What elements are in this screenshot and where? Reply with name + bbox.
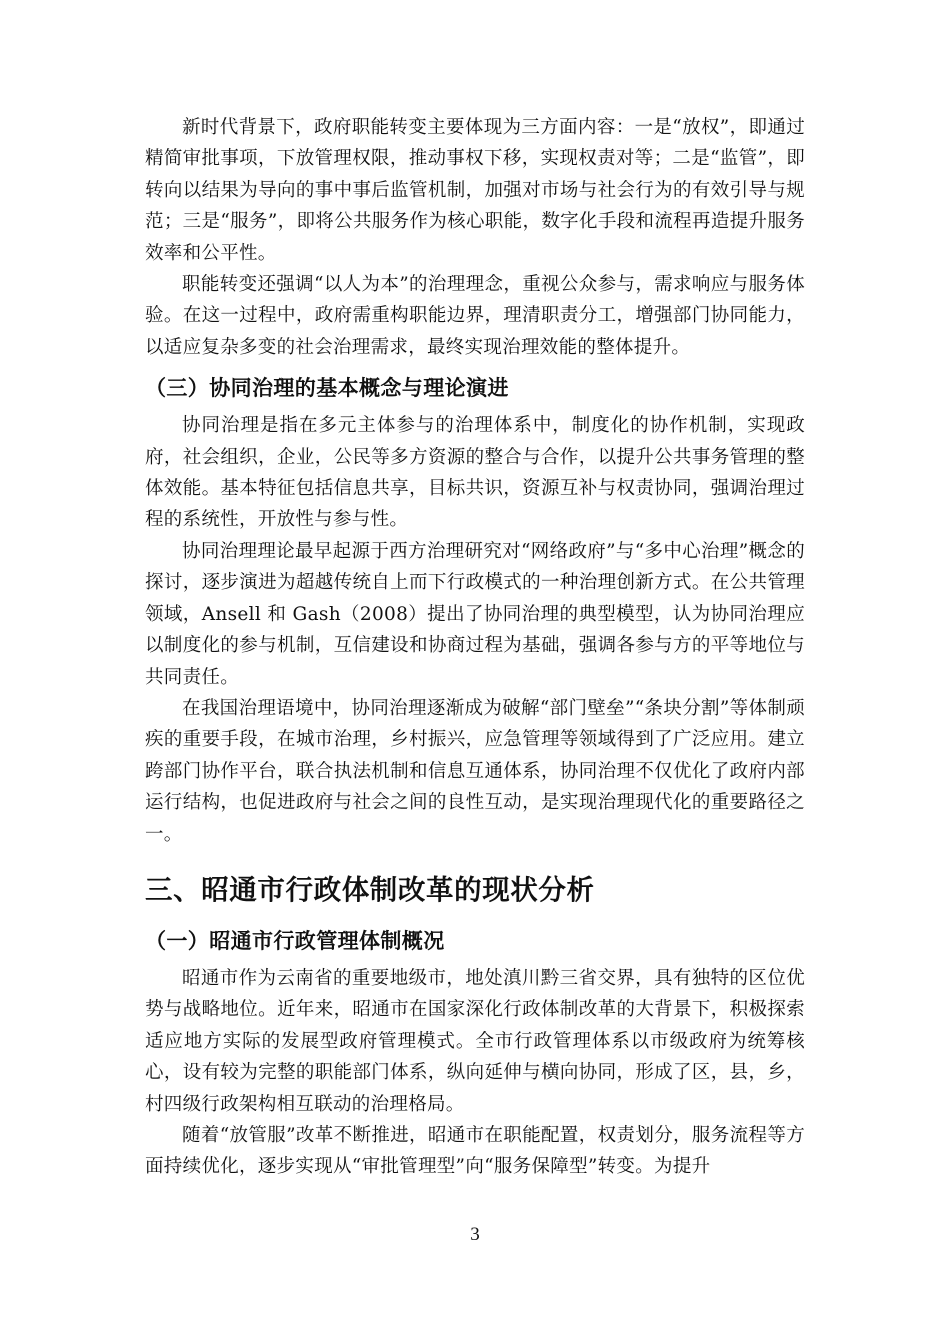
chapter-heading: 三、昭通市行政体制改革的现状分析: [145, 873, 595, 906]
paragraph: 协同治理理论最早起源于西方治理研究对“网络政府”与“多中心治理”概念的探讨，逐步演进为超越传统自上而下行政模式的一种治理创新方式。在公共管理领域，Ansell 和 Gash（2008）提出了协同治理的典型模型，认为协同治理应以制度化的参与机制，互信建设和协商过程为基础，强调各参与方的平等地位与共同责任。: [145, 540, 805, 688]
paragraph: 昭通市作为云南省的重要地级市，地处滇川黔三省交界，具有独特的区位优势与战略地位。近年来，昭通市在国家深化行政体制改革的大背景下，积极探索适应地方实际的发展型政府管理模式。全市行政管理体系以市级政府为统筹核心，设有较为完整的职能部门体系，纵向延伸与横向协同，形成了区，县，乡，村四级行政架构相互联动的治理格局。: [145, 967, 805, 1115]
paragraph: 随着“放管服”改革不断推进，昭通市在职能配置，权责划分，服务流程等方面持续优化，逐步实现从“审批管理型”向“服务保障型”转变。为提升: [145, 1124, 805, 1178]
page-number: 3: [470, 1224, 480, 1245]
section-heading: （一）昭通市行政管理体制概况: [145, 928, 445, 953]
paragraph: 职能转变还强调“以人为本”的治理理念，重视公众参与，需求响应与服务体验。在这一过程中，政府需重构职能边界，理清职责分工，增强部门协同能力，以适应复杂多变的社会治理需求，最终实现治理效能的整体提升。: [145, 274, 805, 358]
document-body: [145, 112, 805, 1183]
paragraph: 协同治理是指在多元主体参与的治理体系中，制度化的协作机制，实现政府，社会组织，企业，公民等多方资源的整合与合作，以提升公共事务管理的整体效能。基本特征包括信息共享，目标共识，资源互补与权责协同，强调治理过程的系统性，开放性与参与性。: [145, 415, 805, 531]
paragraph: 在我国治理语境中，协同治理逐渐成为破解“部门壁垒”“条块分割”等体制顽疾的重要手段，在城市治理，乡村振兴，应急管理等领域得到了广泛应用。建立跨部门协作平台，联合执法机制和信息互通体系，协同治理不仅优化了政府内部运行结构，也促进政府与社会之间的良性互动，是实现治理现代化的重要路径之一。: [145, 697, 805, 845]
paragraph: 新时代背景下，政府职能转变主要体现为三方面内容：一是“放权”，即通过精简审批事项，下放管理权限，推动事权下移，实现权责对等；二是“监管”，即转向以结果为导向的事中事后监管机制，加强对市场与社会行为的有效引导与规范；三是“服务”，即将公共服务作为核心职能，数字化手段和流程再造提升服务效率和公平性。: [145, 117, 805, 264]
section-heading: （三）协同治理的基本概念与理论演进: [145, 376, 509, 401]
